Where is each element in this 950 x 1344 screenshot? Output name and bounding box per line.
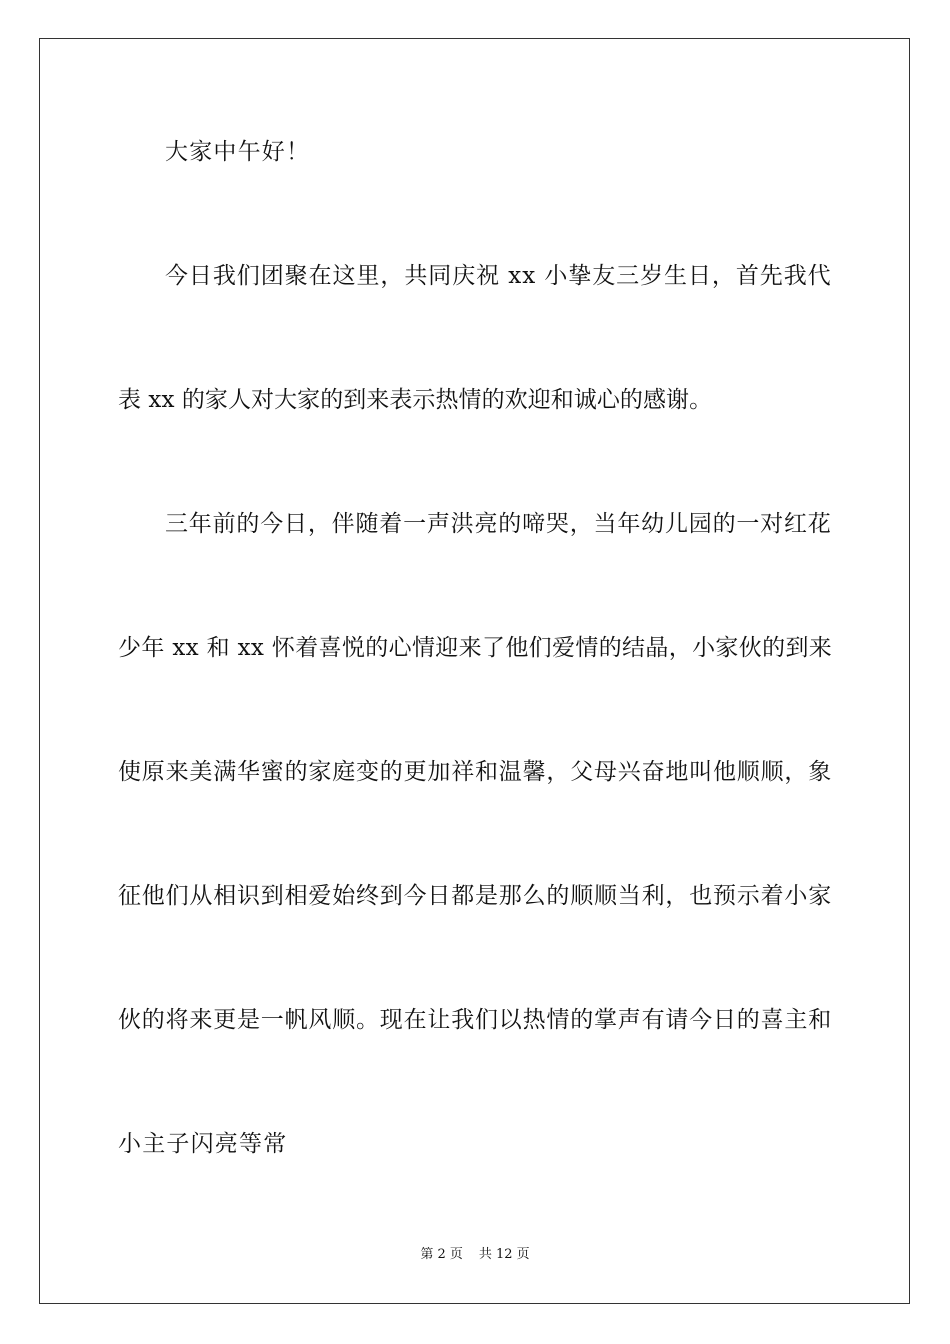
paragraph-1-line-1: 今日我们团聚在这里，共同庆祝 xx 小挚友三岁生日，首先我代 <box>165 263 832 289</box>
page-total: 共 12 页 <box>478 1247 530 1262</box>
paragraph-2-line-1: 三年前的今日，伴随着一声洪亮的啼哭，当年幼儿园的一对红花 <box>165 511 832 537</box>
page-frame <box>39 38 910 1304</box>
page-footer <box>0 1247 950 1263</box>
paragraph-2-line-3: 使原来美满华蜜的家庭变的更加祥和温馨，父母兴奋地叫他顺顺，象 <box>118 759 832 785</box>
greeting-line: 大家中午好！ <box>165 139 311 165</box>
paragraph-2-line-4: 征他们从相识到相爱始终到今日都是那么的顺顺当利，也预示着小家 <box>118 883 832 909</box>
page-number: 第 2 页 <box>420 1247 463 1262</box>
paragraph-1-line-2: 表 xx 的家人对大家的到来表示热情的欢迎和诚心的感谢。 <box>118 387 713 413</box>
paragraph-2-line-5: 伙的将来更是一帆风顺。现在让我们以热情的掌声有请今日的喜主和 <box>118 1007 832 1033</box>
paragraph-2-line-2: 少年 xx 和 xx 怀着喜悦的心情迎来了他们爱情的结晶，小家伙的到来 <box>118 635 833 661</box>
paragraph-2-line-6: 小主子闪亮等常 <box>118 1131 288 1157</box>
